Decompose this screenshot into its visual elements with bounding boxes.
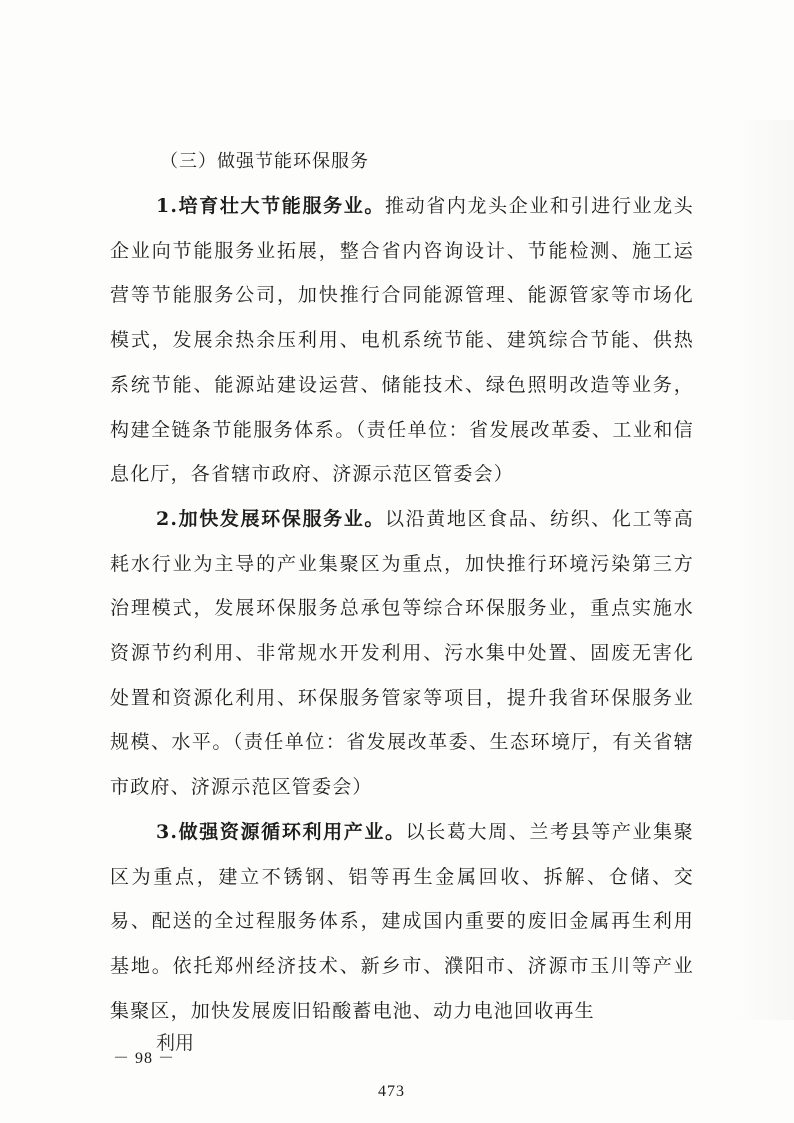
paragraph-1-text: 推动省内龙头企业和引进行业龙头企业向节能服务业拓展，整合省内咨询设计、节能检测、施工运营等节能服务公司，加快推行合同能源管理、能源管家等市场化模式，发展余热余压利用、电机系统节能、建筑综合节能、供热系统节能、能源站建设运营、储能技术、绿色照明改造等业务，构建全链条节能服务体系。（责任单位：省发展改革委、工业和信息化厅，各省辖市政府、济源示范区管委会） <box>110 195 694 486</box>
paragraph-2-heading: 2.加快发展环保服务业。 <box>156 507 385 530</box>
section-title: （三）做强节能环保服务 <box>160 151 369 172</box>
scan-shadow <box>734 120 794 1020</box>
paragraph-3 <box>110 810 694 1034</box>
paragraph-2 <box>110 497 694 810</box>
document-body <box>110 140 695 1055</box>
paragraph-2-text: 以沿黄地区食品、纺织、化工等高耗水行业为主导的产业集聚区为重点，加快推行环境污染第三方治理模式，发展环保服务总承包等综合环保服务业，重点实施水资源节约利用、非常规水开发利用、污水集中处置、固废无害化处置和资源化利用、环保服务管家等项目，提升我省环保服务业规模、水平。（责任单位：省发展改革委、生态环境厅，有关省辖市政府、济源示范区管委会） <box>110 507 694 799</box>
paragraph-1 <box>110 184 694 497</box>
page-number-left: － 98 － <box>113 1050 176 1067</box>
paragraph-3-heading: 3.做强资源循环利用产业。 <box>156 820 406 843</box>
cut-off-line: 利用 <box>156 1032 195 1055</box>
paragraph-3-text: 以长葛大周、兰考县等产业集聚区为重点，建立不锈钢、铝等再生金属回收、拆解、仓储、交易、配送的全过程服务体系，建成国内重要的废旧金属再生利用基地。依托郑州经济技术、新乡市、濮阳市、济源市玉川等产业集聚区，加快发展废旧铅酸蓄电池、动力电池回收再生 <box>110 820 695 1022</box>
page-number-center: 473 <box>378 1083 405 1100</box>
paragraph-1-heading: 1.培育壮大节能服务业。 <box>156 195 385 217</box>
